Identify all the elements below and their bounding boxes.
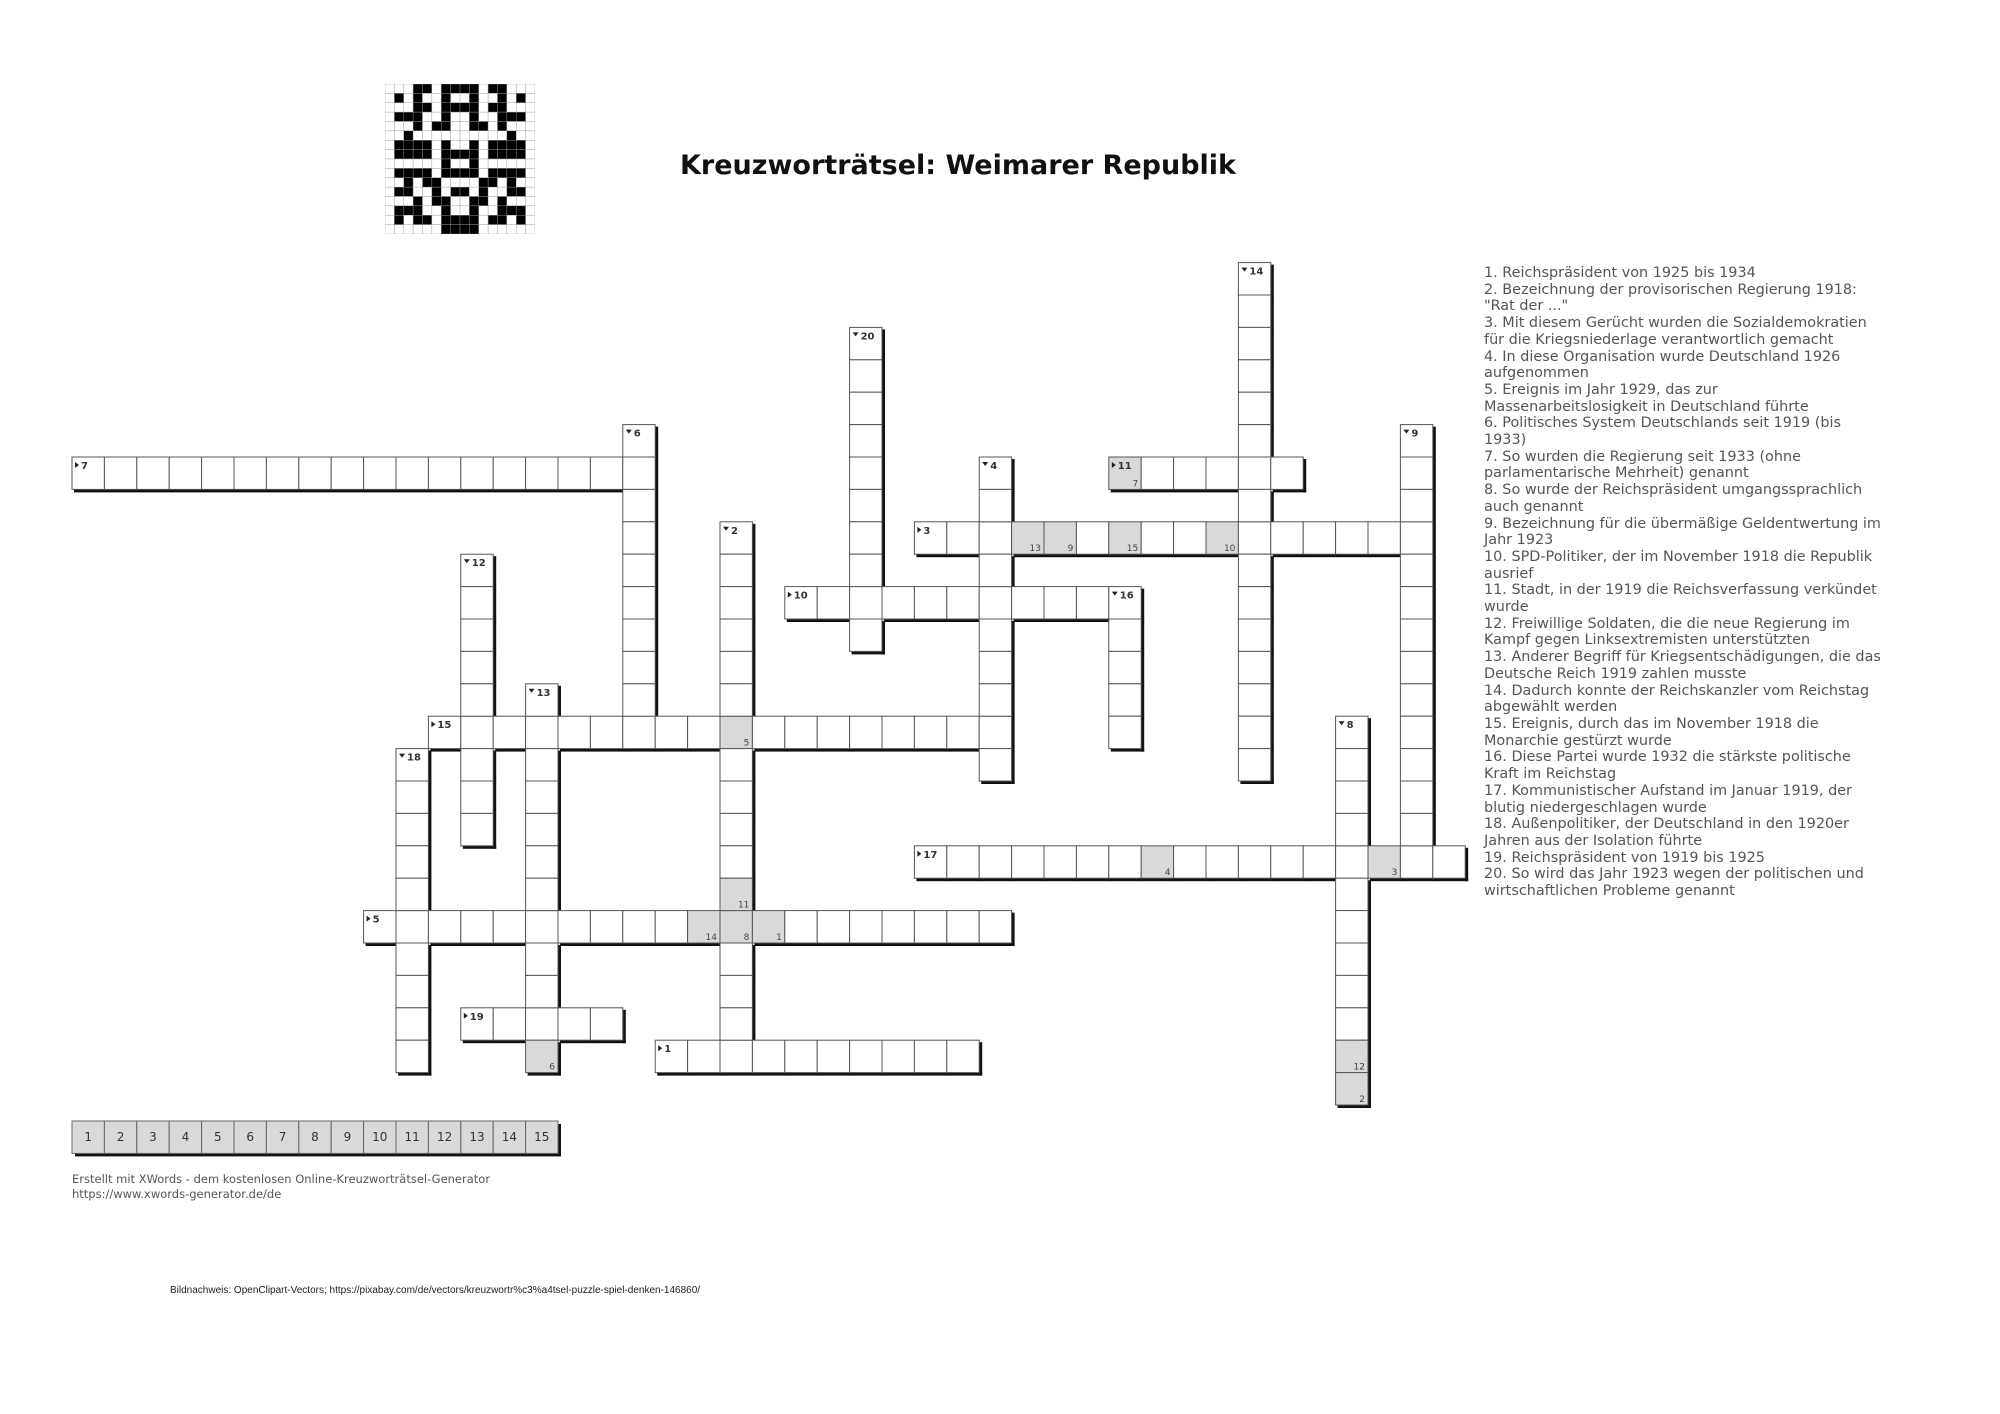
clue-number: 1 <box>664 1044 672 1056</box>
solution-index: 10 <box>1223 544 1236 555</box>
clue-number: 16 <box>1119 590 1134 602</box>
solution-number: 8 <box>311 1130 319 1145</box>
solution-number: 13 <box>469 1130 485 1145</box>
clue-number: 20 <box>860 331 875 343</box>
solution-index: 5 <box>743 738 750 749</box>
solution-number: 11 <box>404 1130 420 1145</box>
clue-item: 1. Reichspräsident von 1925 bis 1934 <box>1484 265 1756 281</box>
solution-index: 7 <box>1132 479 1139 490</box>
clue-item: 2. Bezeichnung der provisorischen Regierung 1918: "Rat der ..." <box>1484 281 1857 315</box>
solution-index: 1 <box>776 933 782 943</box>
solution-index: 12 <box>1353 1062 1365 1073</box>
solution-index: 8 <box>743 933 750 943</box>
clue-item: 9. Bezeichnung für die übermäßige Geldentwertung im Jahr 1923 <box>1484 515 1881 549</box>
clue-item: 8. So wurde der Reichspräsident umgangssprachlich auch genannt <box>1484 482 1863 515</box>
solution-number: 6 <box>246 1130 255 1145</box>
clue-number: 9 <box>1411 428 1419 440</box>
clue-item: 18. Außenpolitiker, der Deutschland in den 1920er Jahren aus der Isolation führte <box>1484 816 1849 849</box>
credit-line: Erstellt mit XWords - dem kostenlosen Online-Kreuzworträtsel-Generator <box>72 1172 491 1186</box>
solution-number: 4 <box>181 1130 190 1145</box>
clue-item: 15. Ereignis, durch das im November 1918 die Monarchie gestürzt wurde <box>1484 715 1819 749</box>
solution-index: 14 <box>705 933 717 943</box>
solution-number: 12 <box>436 1130 453 1145</box>
clue-number: 2 <box>731 525 738 537</box>
clue-item: 12. Freiwillige Soldaten, die die neue Regierung im Kampf gegen Linksextremisten unterstützten <box>1484 615 1850 649</box>
clue-item: 20. So wird das Jahr 1923 wegen der politischen und wirtschaftlichen Probleme genannt <box>1484 866 1864 900</box>
solution-number: 9 <box>343 1130 352 1145</box>
credit-url[interactable]: https://www.xwords-generator.de/de <box>72 1187 282 1201</box>
clue-item: 4. In diese Organisation wurde Deutschland 1926 aufgenommen <box>1484 348 1841 382</box>
solution-index: 2 <box>1359 1095 1365 1105</box>
solution-index: 15 <box>1126 544 1139 555</box>
solution-index: 3 <box>1391 868 1398 879</box>
clue-item: 16. Diese Partei wurde 1932 die stärkste politische Kraft im Reichstag <box>1484 749 1851 783</box>
clue-item: 17. Kommunistischer Aufstand im Januar 1919, der blutig niedergeschlagen wurde <box>1484 782 1852 816</box>
clue-number: 19 <box>469 1011 484 1023</box>
clue-number: 8 <box>1346 720 1354 732</box>
clue-item: 13. Anderer Begriff für Kriegsentschädigungen, die das Deutsche Reich 1919 zahlen musste <box>1484 649 1881 682</box>
image-credit: Bildnachweis: OpenClipart-Vectors; https://pixabay.com/de/vectors/kreuzwortr%c3%a4tsel-puzzle-spiel-denken-146860/ <box>170 1285 701 1296</box>
clue-item: 3. Mit diesem Gerücht wurden die Sozialdemokratien für die Kriegsniederlage verantwortlich gemacht <box>1484 315 1867 348</box>
clue-number: 4 <box>990 461 998 472</box>
clue-item: 5. Ereignis im Jahr 1929, das zur Massenarbeitslosigkeit in Deutschland führte <box>1484 381 1809 415</box>
solution-number: 10 <box>372 1130 388 1145</box>
solution-index: 4 <box>1164 868 1171 879</box>
solution-index: 13 <box>1029 544 1041 555</box>
clue-number: 6 <box>633 428 641 440</box>
clue-item: 14. Dadurch konnte der Reichskanzler vom Reichstag abgewählt werden <box>1484 682 1870 716</box>
clue-item: 19. Reichspräsident von 1919 bis 1925 <box>1484 849 1765 866</box>
solution-number: 7 <box>278 1130 287 1145</box>
solution-number: 1 <box>84 1130 93 1145</box>
clue-number: 3 <box>923 525 931 537</box>
clue-item: 10. SPD-Politiker, der im November 1918 die Republik ausrief <box>1484 548 1873 582</box>
clue-number: 5 <box>372 914 380 926</box>
clue-number: 15 <box>437 720 452 732</box>
solution-index: 9 <box>1067 544 1074 555</box>
clue-number: 14 <box>1249 266 1264 278</box>
clue-number: 12 <box>471 558 486 570</box>
solution-index: 6 <box>549 1062 555 1073</box>
solution-number: 15 <box>534 1130 550 1145</box>
solution-number: 14 <box>501 1130 518 1145</box>
solution-number: 2 <box>116 1130 125 1145</box>
clue-number: 11 <box>1117 461 1132 472</box>
solution-index: 11 <box>737 900 750 911</box>
clue-number: 18 <box>407 752 421 764</box>
clue-number: 13 <box>536 687 551 699</box>
clue-number: 7 <box>81 461 88 472</box>
clue-item: 11. Stadt, in der 1919 die Reichsverfassung verkündet wurde <box>1484 582 1877 616</box>
clue-item: 7. So wurden die Regierung seit 1933 (ohne parlamentarische Mehrheit) genannt <box>1484 448 1801 482</box>
clue-number: 17 <box>923 849 938 861</box>
solution-number: 5 <box>213 1130 222 1145</box>
page-title: Kreuzworträtsel: Weimarer Republik <box>680 150 1237 181</box>
clue-number: 10 <box>793 590 808 602</box>
generator-credit <box>72 1172 490 1202</box>
clue-item: 6. Politisches System Deutschlands seit 1919 (bis 1933) <box>1484 415 1841 449</box>
solution-number: 3 <box>149 1130 157 1145</box>
